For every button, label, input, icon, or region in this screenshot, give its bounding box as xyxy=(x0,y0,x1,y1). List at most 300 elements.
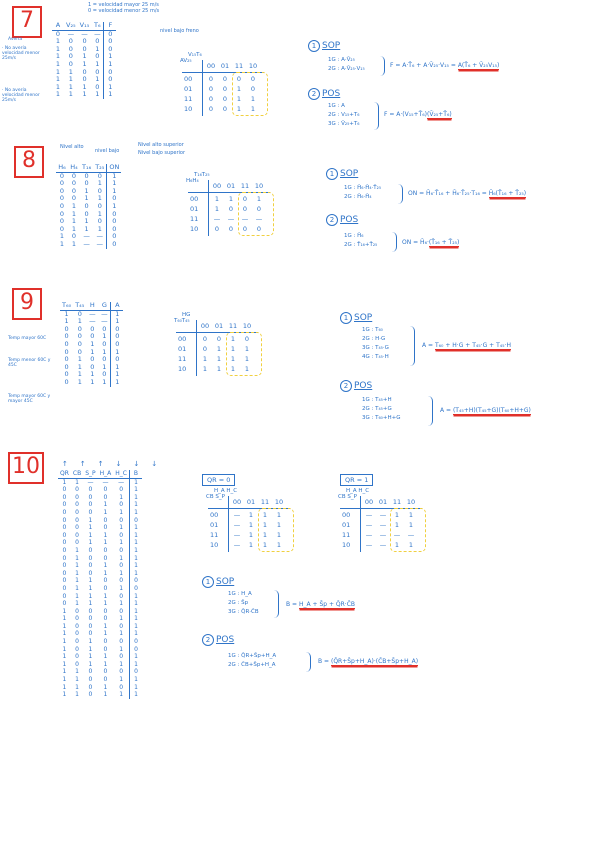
table-cell: 1 xyxy=(113,661,129,669)
kmap-group-outline xyxy=(238,192,274,236)
table-cell: 1 xyxy=(75,577,79,585)
kmap-cell: 1 xyxy=(262,511,268,519)
table-row xyxy=(58,630,142,638)
table-cell: — xyxy=(87,478,94,486)
kmap-column-vars: H_A H_C xyxy=(214,488,238,494)
table-cell: 1 xyxy=(134,508,138,516)
table-cell: 0 xyxy=(88,691,93,699)
pos-groups-10 xyxy=(228,652,276,670)
table-cell: 0 xyxy=(62,486,67,494)
kmap-cell: 1 xyxy=(262,541,268,549)
table-cell: 0 xyxy=(62,577,67,585)
sop-equation-10 xyxy=(286,601,355,608)
group-line: 2G : C̄B+S̄p+H_A xyxy=(228,662,276,668)
sop-equation-9 xyxy=(422,342,511,349)
table-cell: 0 xyxy=(134,516,138,524)
table-cell: 1 xyxy=(91,46,104,54)
circle-number: 1 xyxy=(202,576,214,588)
table-cell: 1 xyxy=(88,660,93,668)
table-row xyxy=(58,638,142,646)
table-cell: — xyxy=(113,478,129,486)
table-cell: — xyxy=(93,241,107,249)
kmap-divider xyxy=(202,60,203,116)
table-cell: 1 xyxy=(134,562,138,570)
group-line: 1G : Q̄R+S̄p+H_A xyxy=(228,653,277,659)
table-cell: 0 xyxy=(113,653,129,661)
kmap-cell: 0 xyxy=(250,85,256,93)
kmap-cell: 1 xyxy=(244,345,250,353)
table-cell: 1 xyxy=(55,82,61,91)
truth-table-7 xyxy=(52,22,116,99)
side-label-b: Temp menor 60C y 45C xyxy=(8,358,51,368)
kmap-cell: 0 xyxy=(222,75,228,83)
kmap-header xyxy=(362,498,418,506)
kmap-divider xyxy=(228,496,229,552)
table-cell: 0 xyxy=(71,186,77,195)
table-cell: 1 xyxy=(103,600,108,608)
note-a: Nivel alto xyxy=(60,144,84,150)
eq-result: (V̄₂₅+T̄₆) xyxy=(427,111,452,118)
kmap-cell: 0 xyxy=(222,105,228,113)
table-cell: 0 xyxy=(88,501,93,509)
table-cell: 0 xyxy=(98,341,111,349)
table-cell: 0 xyxy=(103,516,108,524)
table-cell: 1 xyxy=(113,570,129,578)
table-cell: 0 xyxy=(103,554,108,562)
exercise-number-7: 7 xyxy=(12,6,42,38)
kmap-cell: 0 xyxy=(208,95,214,103)
table-cell: 1 xyxy=(134,501,138,509)
table-row xyxy=(58,539,142,547)
table-cell: 0 xyxy=(113,517,129,525)
table-cell: — xyxy=(89,309,96,318)
table-row xyxy=(58,478,142,486)
table-cell: 0 xyxy=(62,584,67,592)
table-cell: 0 xyxy=(103,638,108,646)
table-cell: 0 xyxy=(62,562,67,570)
table-cell: 1 xyxy=(103,622,108,630)
kmap-col-label: 11 xyxy=(228,322,238,330)
table-cell: 1 xyxy=(134,615,138,623)
kmap-cell: 0 xyxy=(256,205,262,213)
kmap-10-qr1 xyxy=(338,488,448,558)
table-row xyxy=(58,517,142,525)
table-cell: 1 xyxy=(62,638,67,646)
table-cell: 1 xyxy=(75,668,79,676)
kmap-divider xyxy=(196,320,197,376)
side-label-b: · No avería velocidad menor 25m/s xyxy=(2,46,40,61)
kmap-cell: — xyxy=(255,215,263,223)
table-cell: 0 xyxy=(134,577,138,585)
table-row xyxy=(58,600,142,608)
column-header: T₆₀ xyxy=(62,301,72,309)
kmap-row-label: 00 xyxy=(178,335,187,343)
table-cell: 0 xyxy=(108,44,113,53)
table-cell: 1 xyxy=(115,362,120,371)
table-cell: 1 xyxy=(103,691,108,699)
table-cell: 0 xyxy=(113,684,129,692)
kmap-cell: — xyxy=(365,531,373,539)
kmap-col-label: 10 xyxy=(242,322,252,330)
circle-number: 1 xyxy=(340,312,352,324)
kmap-row-label: 00 xyxy=(184,75,193,83)
kmap-col-label: 01 xyxy=(214,322,224,330)
table-cell: 1 xyxy=(93,195,107,203)
kmap-cell: — xyxy=(379,541,387,549)
table-cell: 1 xyxy=(62,676,67,684)
kmap-cell: — xyxy=(379,531,387,539)
kmap-row-label: 01 xyxy=(184,85,193,93)
sop-title-10 xyxy=(202,576,234,588)
table-cell: 1 xyxy=(103,630,108,638)
table-cell: 1 xyxy=(71,201,77,210)
table-cell: 1 xyxy=(75,478,79,486)
group-line: 3G : V̄₂₅+T₆ xyxy=(328,121,360,127)
kmap-cell: 0 xyxy=(208,85,214,93)
kmap-col-label: 00 xyxy=(232,498,242,506)
kmap-col-label: 00 xyxy=(364,498,374,506)
table-cell: 0 xyxy=(134,638,138,646)
table-cell: 0 xyxy=(113,593,129,601)
table-cell: 1 xyxy=(71,224,77,233)
kmap-col-label: 01 xyxy=(246,498,256,506)
table-row xyxy=(58,547,142,555)
kmap-cell: 0 xyxy=(242,205,248,213)
table-cell: 0 xyxy=(62,493,67,501)
kmap-row-label: 00 xyxy=(342,511,351,519)
table-cell: 0 xyxy=(64,339,69,348)
kmap-cell: 0 xyxy=(244,335,250,343)
kmap-cell: 0 xyxy=(202,345,208,353)
column-header: T₂₅ xyxy=(93,164,107,172)
kmap-row-label: 10 xyxy=(190,225,199,233)
table-cell: 1 xyxy=(113,539,129,547)
note-b: nivel bajo xyxy=(95,148,120,154)
kmap-corner xyxy=(174,312,190,324)
table-cell: 0 xyxy=(59,179,65,188)
sop-label: SOP xyxy=(322,41,341,51)
brace xyxy=(410,326,415,366)
table-cell: 1 xyxy=(98,333,111,341)
kmap-cell: 1 xyxy=(236,85,242,93)
table-cell: 1 xyxy=(103,501,108,509)
table-cell: 0 xyxy=(98,356,111,364)
kmap-row-label: 01 xyxy=(178,345,187,353)
pos-title-7 xyxy=(308,88,340,100)
table-cell: 1 xyxy=(64,309,69,318)
table-cell: 1 xyxy=(134,660,138,668)
kmap-corner xyxy=(186,172,210,184)
table-cell: 0 xyxy=(113,486,129,494)
group-line: 2G : V₁₅+T₆ xyxy=(328,112,360,118)
kmap-header xyxy=(230,498,286,506)
table-cell: 0 xyxy=(103,546,108,554)
table-cell: 1 xyxy=(68,90,73,99)
table-cell: 0 xyxy=(62,592,67,600)
table-cell: 1 xyxy=(113,600,129,608)
table-cell: — xyxy=(91,30,104,38)
kmap-cell: 1 xyxy=(230,345,236,353)
table-cell: 0 xyxy=(75,653,79,661)
table-cell: 1 xyxy=(112,179,117,188)
kmap-row-label: 11 xyxy=(190,215,199,223)
table-row xyxy=(58,501,142,509)
kmap-cell: 1 xyxy=(394,521,400,529)
kmap-cell: 1 xyxy=(276,521,282,529)
table-cell: 0 xyxy=(88,622,93,630)
table-cell: 1 xyxy=(134,539,138,547)
kmap-cell: — xyxy=(393,531,401,539)
table-cell: 0 xyxy=(64,377,69,386)
kmap-row-label: 10 xyxy=(342,541,351,549)
truth-table-8 xyxy=(56,164,121,249)
kmap-cell: 1 xyxy=(262,531,268,539)
table-row xyxy=(58,494,142,502)
table-cell: 0 xyxy=(71,194,77,203)
brace xyxy=(374,102,379,130)
kmap-row-label: 01 xyxy=(190,205,199,213)
kmap-cell: 1 xyxy=(276,511,282,519)
table-cell: 0 xyxy=(93,188,107,196)
table-cell: 0 xyxy=(115,332,120,341)
table-cell: 0 xyxy=(68,44,73,53)
table-cell: 0 xyxy=(113,547,129,555)
kmap-cell: 1 xyxy=(202,365,208,373)
table-cell: 1 xyxy=(134,676,138,684)
kmap-7 xyxy=(180,52,270,122)
table-cell: 1 xyxy=(62,645,67,653)
table-cell: 0 xyxy=(88,546,93,554)
table-cell: 0 xyxy=(84,201,89,210)
kmap-cell: — xyxy=(407,531,415,539)
column-header: F xyxy=(104,22,117,30)
table-cell: 1 xyxy=(62,478,67,486)
kmap-row-vars: T₆₀T₄₅ xyxy=(174,318,190,324)
table-row xyxy=(58,570,142,578)
table-cell: 0 xyxy=(115,339,120,348)
table-cell: 0 xyxy=(75,607,79,615)
table-cell: — xyxy=(102,478,109,486)
table-cell: 0 xyxy=(75,524,79,532)
table-cell: 0 xyxy=(59,194,65,203)
table-cell: 0 xyxy=(64,347,69,356)
brace xyxy=(306,652,311,672)
kmap-col-label: 00 xyxy=(206,62,216,70)
table-cell: 0 xyxy=(64,355,69,364)
table-cell: 1 xyxy=(103,592,108,600)
note-top-1: 1 = velocidad mayor 25 m/s xyxy=(88,2,159,8)
kmap-cell: 0 xyxy=(214,225,220,233)
table-cell: 0 xyxy=(113,501,129,509)
kmap-cell: 1 xyxy=(230,355,236,363)
table-cell: 1 xyxy=(75,569,79,577)
table-cell: 0 xyxy=(112,194,117,203)
table-cell: 0 xyxy=(64,370,69,379)
table-cell: 0 xyxy=(88,569,93,577)
pos-equation-10 xyxy=(318,658,418,665)
kmap-9 xyxy=(174,312,284,392)
arrows-row: ↑↑↑↓↓↓ xyxy=(62,460,170,468)
table-cell: 1 xyxy=(88,531,93,539)
table-cell: 1 xyxy=(82,82,87,91)
table-cell: 1 xyxy=(62,630,67,638)
group-line: 1G : T₄₅+H xyxy=(362,397,392,403)
sop-groups-10 xyxy=(228,590,259,617)
table-cell: — xyxy=(98,318,111,326)
table-cell: 0 xyxy=(64,362,69,371)
table-cell: 1 xyxy=(98,379,111,387)
sop-groups-7 xyxy=(328,56,365,74)
group-line: 4G : T₄₅·H xyxy=(362,354,389,360)
kmap-col-label: 01 xyxy=(220,62,230,70)
table-cell: 0 xyxy=(68,52,73,61)
pos-label: POS xyxy=(322,89,341,99)
table-cell: 0 xyxy=(93,203,107,211)
circle-number: 2 xyxy=(340,380,352,392)
group-line: 1G : T₆₀ xyxy=(362,327,383,333)
table-cell: 0 xyxy=(134,668,138,676)
kmap-column-vars: H_A H_C xyxy=(346,488,370,494)
column-header: A xyxy=(52,22,64,30)
table-cell: 1 xyxy=(113,615,129,623)
table-cell: 0 xyxy=(103,493,108,501)
table-cell: 0 xyxy=(77,347,82,356)
eq-result: (Q̄R+S̄p+H_A)·(C̄B+S̄p+H_A) xyxy=(330,658,419,665)
table-cell: 1 xyxy=(68,75,73,84)
table-cell: 0 xyxy=(103,668,108,676)
table-cell: 1 xyxy=(88,592,93,600)
sop-equation-7 xyxy=(390,62,499,69)
table-cell: 0 xyxy=(112,217,117,226)
kmap-column-vars: V₁₅T₆ xyxy=(188,52,202,58)
table-cell: 1 xyxy=(108,90,113,99)
kmap-cell: 1 xyxy=(248,521,254,529)
kmap-col-label: 10 xyxy=(248,62,258,70)
table-cell: 0 xyxy=(75,660,79,668)
table-cell: 1 xyxy=(134,478,138,486)
table-cell: 1 xyxy=(108,59,113,68)
side-label-c: Temp mayor 60C y mayor 45C xyxy=(8,394,51,404)
kmap-cell: 1 xyxy=(248,541,254,549)
table-cell: 0 xyxy=(93,218,107,226)
kmap-group-outline xyxy=(232,72,268,116)
table-cell: 0 xyxy=(68,37,73,46)
table-cell: 1 xyxy=(55,37,61,46)
kmap-cell: 0 xyxy=(236,75,242,83)
table-cell: 0 xyxy=(64,324,69,333)
table-cell: — xyxy=(93,233,107,241)
table-cell: 1 xyxy=(55,52,61,61)
circle-number: 2 xyxy=(326,214,338,226)
table-cell: — xyxy=(81,29,88,38)
table-cell: 0 xyxy=(62,516,67,524)
sop-title-9 xyxy=(340,312,372,324)
table-row xyxy=(58,661,142,669)
kmap-column-vars: HG xyxy=(182,312,191,318)
table-cell: 1 xyxy=(55,67,61,76)
eq-result: T₆₀ + H·G + T₄₅·G + T₄₅·H xyxy=(434,342,511,349)
kmap-cell: — xyxy=(379,521,387,529)
table-cell: 1 xyxy=(93,180,107,188)
table-cell: 0 xyxy=(88,554,93,562)
table-row xyxy=(58,562,142,570)
table-cell: 0 xyxy=(134,645,138,653)
table-cell: 1 xyxy=(134,683,138,691)
kmap-col-label: 01 xyxy=(378,498,388,506)
kmap-row-label: 11 xyxy=(210,531,219,539)
table-cell: 0 xyxy=(59,201,65,210)
table-cell: 1 xyxy=(84,217,89,226)
table-cell: 0 xyxy=(75,638,79,646)
table-cell: 1 xyxy=(134,554,138,562)
eq-text: B = xyxy=(286,601,298,608)
kmap-header xyxy=(198,322,254,330)
table-cell: 1 xyxy=(134,569,138,577)
table-row xyxy=(58,691,142,699)
brace xyxy=(428,396,433,426)
pos-groups-9 xyxy=(362,396,401,423)
brace xyxy=(392,232,397,252)
table-row xyxy=(58,593,142,601)
table-cell: 1 xyxy=(62,691,67,699)
group-line: 2G : T₄₅+G xyxy=(362,406,392,412)
table-cell: 0 xyxy=(115,324,120,333)
kmap-cell: 1 xyxy=(202,355,208,363)
kmap-col-label: 11 xyxy=(240,182,250,190)
table-cell: 1 xyxy=(62,668,67,676)
kmap0-label: QR = 0 xyxy=(202,474,235,486)
eq-text: A = xyxy=(422,342,434,349)
table-cell: 0 xyxy=(112,224,117,233)
table-cell: 1 xyxy=(75,683,79,691)
table-cell: 1 xyxy=(88,638,93,646)
table-row xyxy=(56,241,121,249)
table-cell: 1 xyxy=(112,201,117,210)
table-cell: 0 xyxy=(113,638,129,646)
table-cell: 0 xyxy=(75,508,79,516)
table-cell: 1 xyxy=(62,653,67,661)
table-cell: 1 xyxy=(108,82,113,91)
kmap-row-label: 01 xyxy=(342,521,351,529)
table-cell: 1 xyxy=(90,377,95,386)
table-cell: 1 xyxy=(113,585,129,593)
table-cell: 1 xyxy=(103,683,108,691)
table-cell: 1 xyxy=(62,615,67,623)
table-cell: 1 xyxy=(113,630,129,638)
table-cell: 1 xyxy=(71,239,77,248)
table-cell: 1 xyxy=(134,531,138,539)
table-row xyxy=(52,91,116,99)
group-line: 2G : H̄₆·H̄₄ xyxy=(344,194,372,200)
table-cell: 0 xyxy=(77,339,82,348)
table-cell: — xyxy=(89,317,96,326)
kmap-group-outline xyxy=(226,332,262,376)
table-cell: 0 xyxy=(75,486,79,494)
table-row xyxy=(58,646,142,654)
table-cell: 1 xyxy=(113,691,129,699)
kmap-cell: 0 xyxy=(256,225,262,233)
group-line: 1G : A·V̄₂₅ xyxy=(328,57,355,63)
table-cell: 1 xyxy=(103,653,108,661)
kmap-row-label: 00 xyxy=(190,195,199,203)
kmap-col-label: 11 xyxy=(392,498,402,506)
table-cell: 0 xyxy=(75,539,79,547)
pos-label: POS xyxy=(354,381,373,391)
table-cell: 1 xyxy=(115,317,120,326)
table-cell: 1 xyxy=(88,645,93,653)
table-cell: 0 xyxy=(113,532,129,540)
table-cell: 0 xyxy=(75,645,79,653)
